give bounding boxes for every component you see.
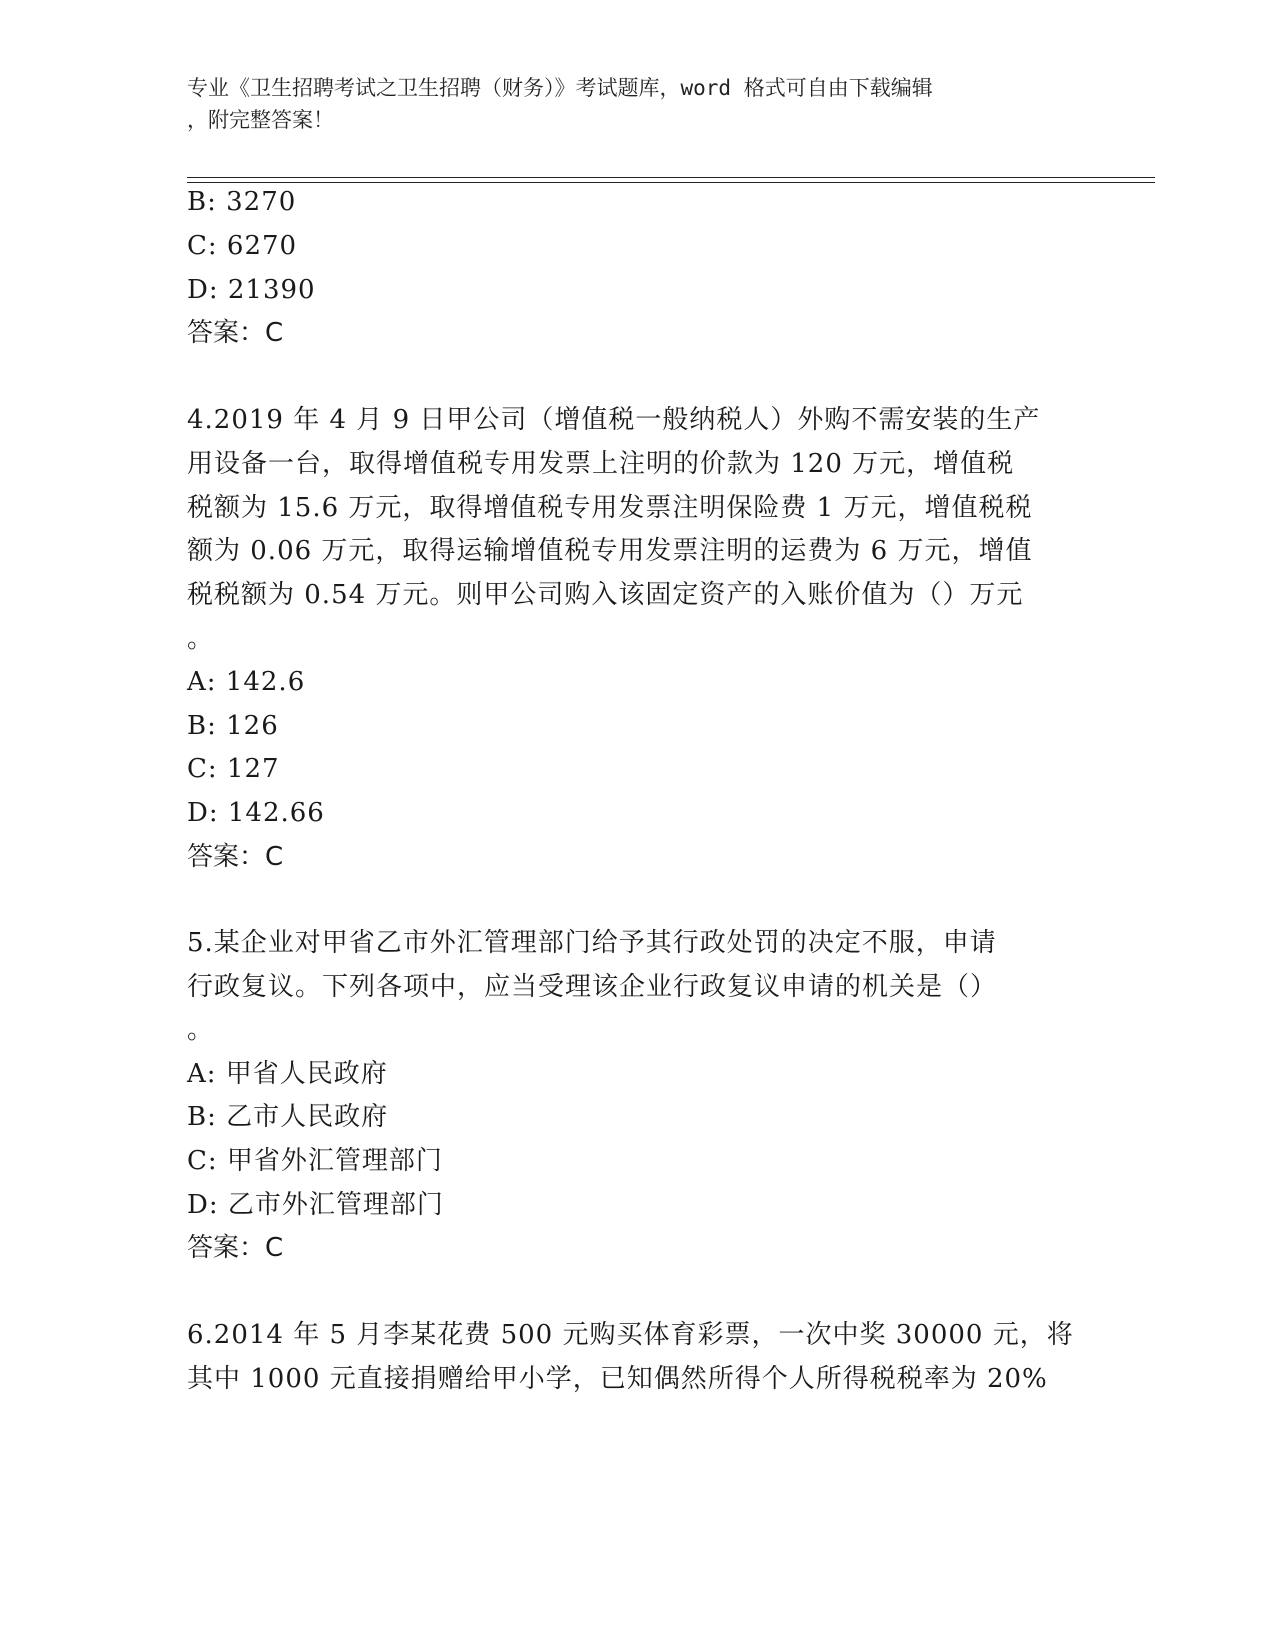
question-4-line-1: 4.2019 年 4 月 9 日甲公司（增值税一般纳税人）外购不需安装的生产	[187, 405, 1041, 435]
option-c: C: 127	[187, 754, 280, 784]
question-4-line-4: 额为 0.06 万元，取得运输增值税专用发票注明的运费为 6 万元，增值	[187, 536, 1033, 566]
option-a: A: 142.6	[187, 667, 306, 697]
answer: 答案：C	[187, 1233, 284, 1263]
option-b: B: 126	[187, 711, 279, 741]
answer: 答案：C	[187, 318, 284, 348]
option-b: B: 3270	[187, 187, 297, 217]
question-4-line-6: 。	[187, 624, 215, 654]
question-5-line-2: 行政复议。下列各项中，应当受理该企业行政复议申请的机关是（）	[187, 972, 998, 1002]
header-rule-bottom	[187, 182, 1155, 183]
header-rule-top	[187, 177, 1155, 178]
option-b: B: 乙市人民政府	[187, 1102, 389, 1132]
question-4-line-3: 税额为 15.6 万元，取得增值税专用发票注明保险费 1 万元，增值税税	[187, 493, 1033, 523]
option-d: D: 乙市外汇管理部门	[187, 1190, 444, 1220]
option-d: D: 142.66	[187, 798, 325, 828]
option-a: A: 甲省人民政府	[187, 1059, 388, 1089]
option-c: C: 6270	[187, 231, 298, 261]
option-d: D: 21390	[187, 275, 316, 305]
document-header	[187, 72, 1067, 136]
question-4-line-5: 税税额为 0.54 万元。则甲公司购入该固定资产的入账价值为（）万元	[187, 580, 1024, 610]
answer: 答案：C	[187, 842, 284, 872]
header-line-1: 专业《卫生招聘考试之卫生招聘（财务）》考试题库，word 格式可自由下载编辑	[187, 76, 933, 100]
question-6-line-2: 其中 1000 元直接捐赠给甲小学，已知偶然所得个人所得税税率为 20%	[187, 1364, 1048, 1394]
question-5-line-1: 5.某企业对甲省乙市外汇管理部门给予其行政处罚的决定不服，申请	[187, 928, 997, 958]
question-5-line-3: 。	[187, 1015, 215, 1045]
option-c: C: 甲省外汇管理部门	[187, 1146, 443, 1176]
header-line-2: ，附完整答案！	[187, 108, 334, 132]
question-6-line-1: 6.2014 年 5 月李某花费 500 元购买体育彩票，一次中奖 30000 元，将	[187, 1320, 1074, 1350]
question-4-line-2: 用设备一台，取得增值税专用发票上注明的价款为 120 万元，增值税	[187, 449, 1015, 479]
